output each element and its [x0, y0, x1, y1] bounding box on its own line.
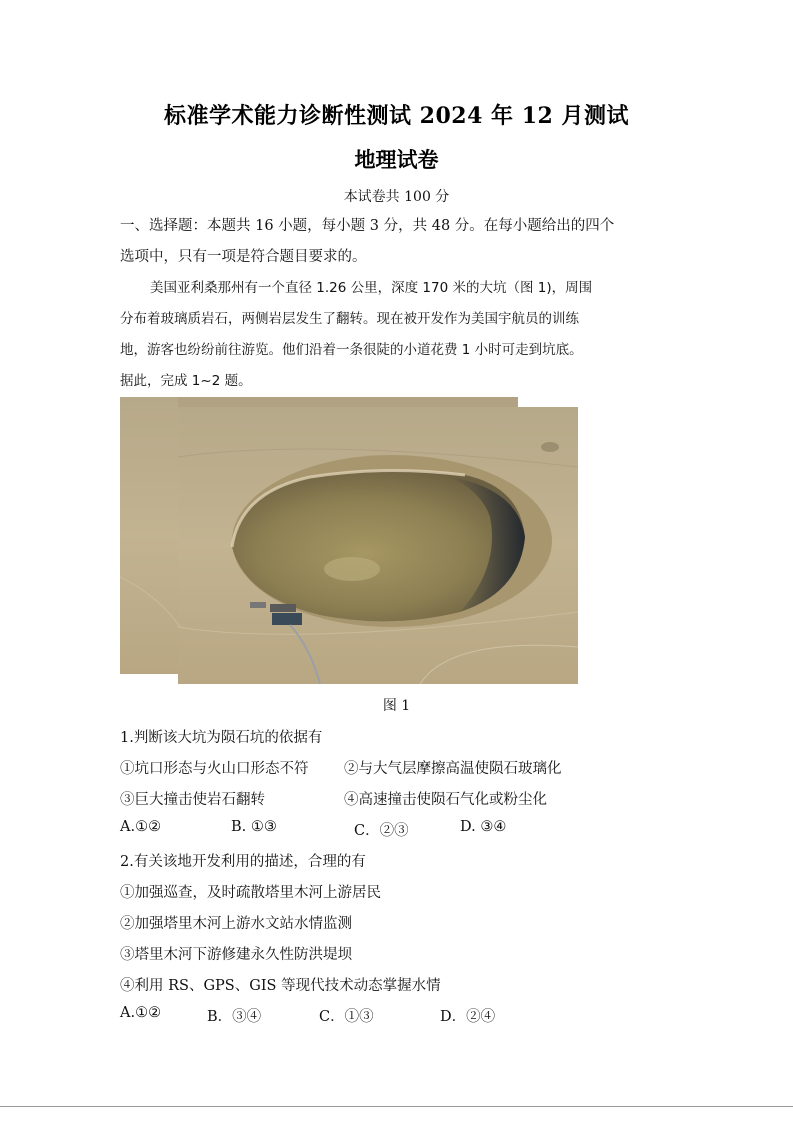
q1-choice-a: A.①②: [120, 819, 162, 835]
q1-choice-b: B. ①③: [231, 819, 277, 835]
passage-line-3: 地，游客也纷纷前往游览。他们沿着一条很陡的小道花费 1 小时可走到坑底。: [120, 342, 583, 358]
passage-line-4: 据此，完成 1~2 题。: [120, 373, 252, 389]
exam-title: 标准学术能力诊断性测试 2024 年 12 月测试: [164, 103, 629, 129]
q1-option-1: ①坑口形态与火山口形态不符: [120, 761, 309, 777]
q1-choice-d: D. ③④: [460, 819, 507, 835]
exam-subtitle: 地理试卷: [354, 147, 439, 172]
page-bottom-rule: [0, 1106, 793, 1107]
q1-choice-c: C．②③: [354, 823, 409, 839]
q2-stem: 2.有关该地开发利用的描述，合理的有: [120, 854, 366, 870]
q2-option-3: ③塔里木河下游修建永久性防洪堤坝: [120, 947, 352, 963]
q1-option-4: ④高速撞击使陨石气化或粉尘化: [344, 792, 547, 808]
passage: [120, 273, 675, 397]
q2-option-1: ①加强巡查，及时疏散塔里木河上游居民: [120, 885, 381, 901]
q1-option-3: ③巨大撞击使岩石翻转: [120, 792, 265, 808]
passage-line-2: 分布着玻璃质岩石，两侧岩层发生了翻转。现在被开发作为美国宇航员的训练: [120, 311, 579, 327]
q1-option-2: ②与大气层摩擦高温使陨石玻璃化: [344, 761, 562, 777]
section-instructions-line-1: 一、选择题：本题共 16 小题，每小题 3 分，共 48 分。在每小题给出的四个: [120, 218, 615, 234]
figure-caption: 图 1: [382, 698, 411, 714]
passage-line-1: 美国亚利桑那州有一个直径 1.26 公里，深度 170 米的大坑（图 1)，周围: [150, 280, 593, 296]
section-instructions-line-2: 选项中，只有一项是符合题目要求的。: [120, 249, 367, 265]
q1-stem: 1.判断该大坑为陨石坑的依据有: [120, 730, 323, 746]
score-note: 本试卷共 100 分: [343, 189, 450, 205]
crater-photo: [120, 397, 578, 684]
q2-choice-a: A.①②: [120, 1005, 162, 1021]
q2-option-4: ④利用 RS、GPS、GIS 等现代技术动态掌握水情: [120, 978, 441, 994]
q2-option-2: ②加强塔里木河上游水文站水情监测: [120, 916, 352, 932]
q2-choice-c: C．①③: [319, 1009, 374, 1025]
q2-choice-d: D．②④: [440, 1009, 496, 1025]
q2-choice-b: B．③④: [207, 1009, 262, 1025]
